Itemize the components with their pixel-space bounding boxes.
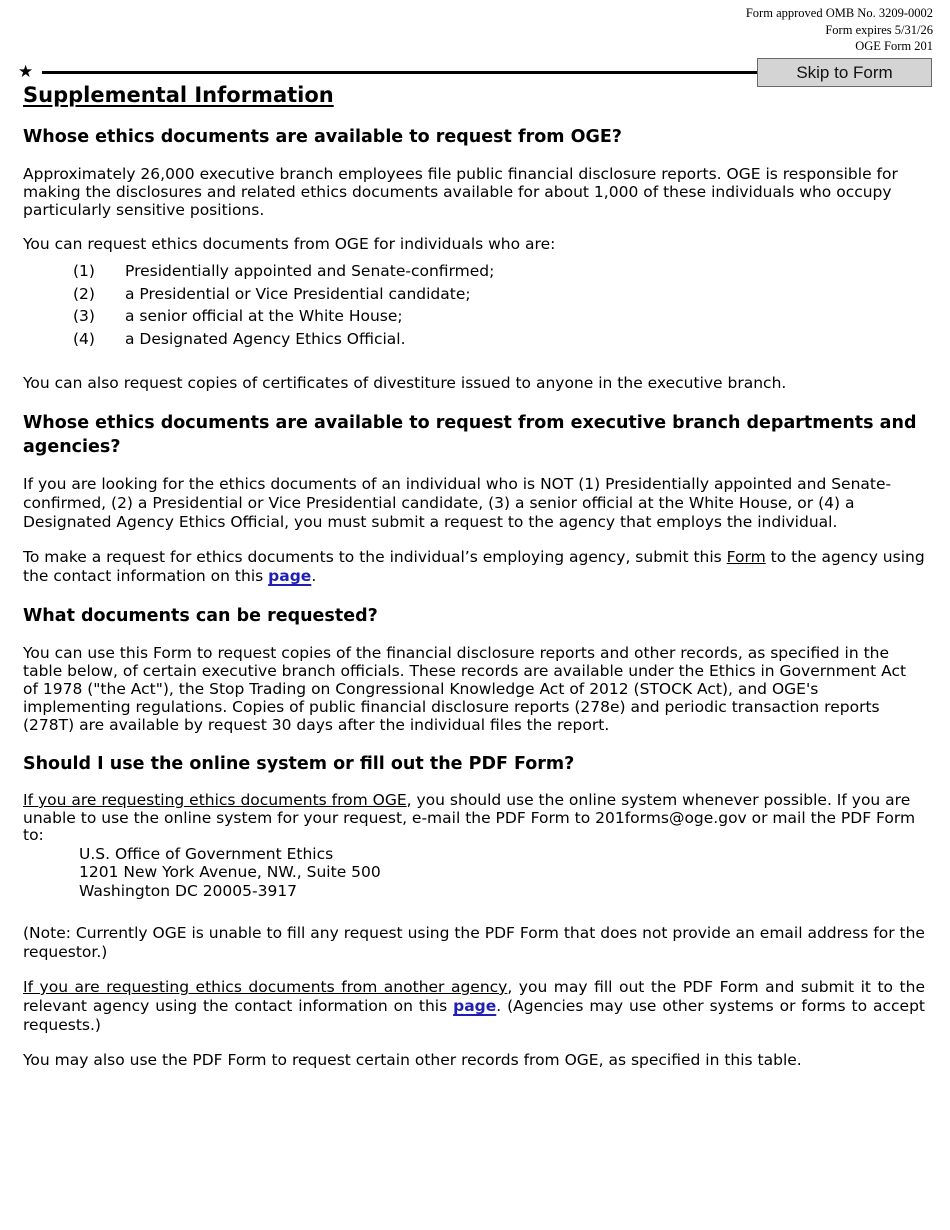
address-line: 1201 New York Avenue, NW., Suite 500 xyxy=(79,863,381,881)
skip-to-form-button[interactable]: Skip to Form xyxy=(757,58,932,87)
address-line: U.S. Office of Government Ethics xyxy=(79,844,334,863)
list-item: (4) a Designated Agency Ethics Official. xyxy=(73,329,406,348)
paragraph-what-docs: You can use this Form to request copies of the financial disclosure reports and other records, as specified in the table below, of certain executive branch officials. These records are available under the Ethics in Government Act of 1978 ("the Act"), the Stop Trading on Congressional Knowledge Act of 2012 (STOCK Act), and OGE's implementing regulations. Copies of public financial disclosure reports (278e) and periodic transaction reports (278T) are available by request 30 days after the individual files the report. xyxy=(23,644,907,734)
eligibility-list xyxy=(73,260,925,350)
address-line: Washington DC 20005-3917 xyxy=(79,881,298,900)
list-item: (3) a senior official at the White House; xyxy=(73,307,403,325)
agency-contacts-page-link-2[interactable]: page xyxy=(453,997,497,1015)
paragraph-online-system: If you are requesting ethics documents from OGE, you should use the online system whenever possible. If you are unable to use the online system for your request, e-mail the PDF Form to 201forms@oge.gov or mail the PDF Form to: xyxy=(23,791,916,844)
star-icon: ★ xyxy=(18,62,34,82)
form-header-info xyxy=(746,5,933,55)
form-reference: Form xyxy=(726,548,766,566)
agency-contacts-page-link[interactable]: page xyxy=(268,567,312,585)
heading-agency-docs: Whose ethics documents are available to request from executive branch departments and agencies? xyxy=(23,413,917,457)
header-divider xyxy=(42,71,758,74)
paragraph-other-records: You may also use the PDF Form to request certain other records from OGE, as specified in this table. xyxy=(23,1051,802,1069)
mailing-address xyxy=(79,845,925,901)
omb-number: Form approved OMB No. 3209-0002 xyxy=(745,6,933,20)
form-number: OGE Form 201 xyxy=(855,39,933,53)
heading-online-or-pdf: Should I use the online system or fill out the PDF Form? xyxy=(23,754,575,774)
heading-oge-docs: Whose ethics documents are available to request from OGE? xyxy=(23,127,622,147)
list-item: (1) Presidentially appointed and Senate-confirmed; xyxy=(73,262,495,280)
paragraph-oge-eligibility: You can request ethics documents from OGE for individuals who are: xyxy=(23,235,556,253)
paragraph-agency-request: To make a request for ethics documents to the individual’s employing agency, submit this Form to the agency using the contact information on this page. xyxy=(23,548,925,585)
paragraph-other-agency: If you are requesting ethics documents from another agency, you may fill out the PDF Form and submit it to the relevant agency using the contact information on this page. (Agencies may use other systems or forms to accept requests.) xyxy=(23,978,925,1034)
form-expiration: Form expires 5/31/26 xyxy=(825,22,933,37)
paragraph-divestiture: You can also request copies of certificates of divestiture issued to anyone in the executive branch. xyxy=(23,374,787,392)
page-title: Supplemental Information xyxy=(23,83,334,107)
heading-what-docs: What documents can be requested? xyxy=(23,606,378,626)
paragraph-email-note: (Note: Currently OGE is unable to fill any request using the PDF Form that does not provide an email address for the requestor.) xyxy=(23,924,925,961)
paragraph-oge-volume: Approximately 26,000 executive branch employees file public financial disclosure reports. OGE is responsible for making the disclosures and related ethics documents available for about 1,000 of these individuals who occupy particularly sensitive positions. xyxy=(23,165,898,219)
supplemental-content xyxy=(23,81,925,1070)
paragraph-agency-individuals: If you are looking for the ethics documents of an individual who is NOT (1) Presidentially appointed and Senate-confirmed, (2) a Presidential or Vice Presidential candidate, (3) a senior official at the White House, or (4) a Designated Agency Ethics Official, you must submit a request to the agency that employs the individual. xyxy=(23,475,892,531)
list-item: (2) a Presidential or Vice Presidential candidate; xyxy=(73,284,471,303)
